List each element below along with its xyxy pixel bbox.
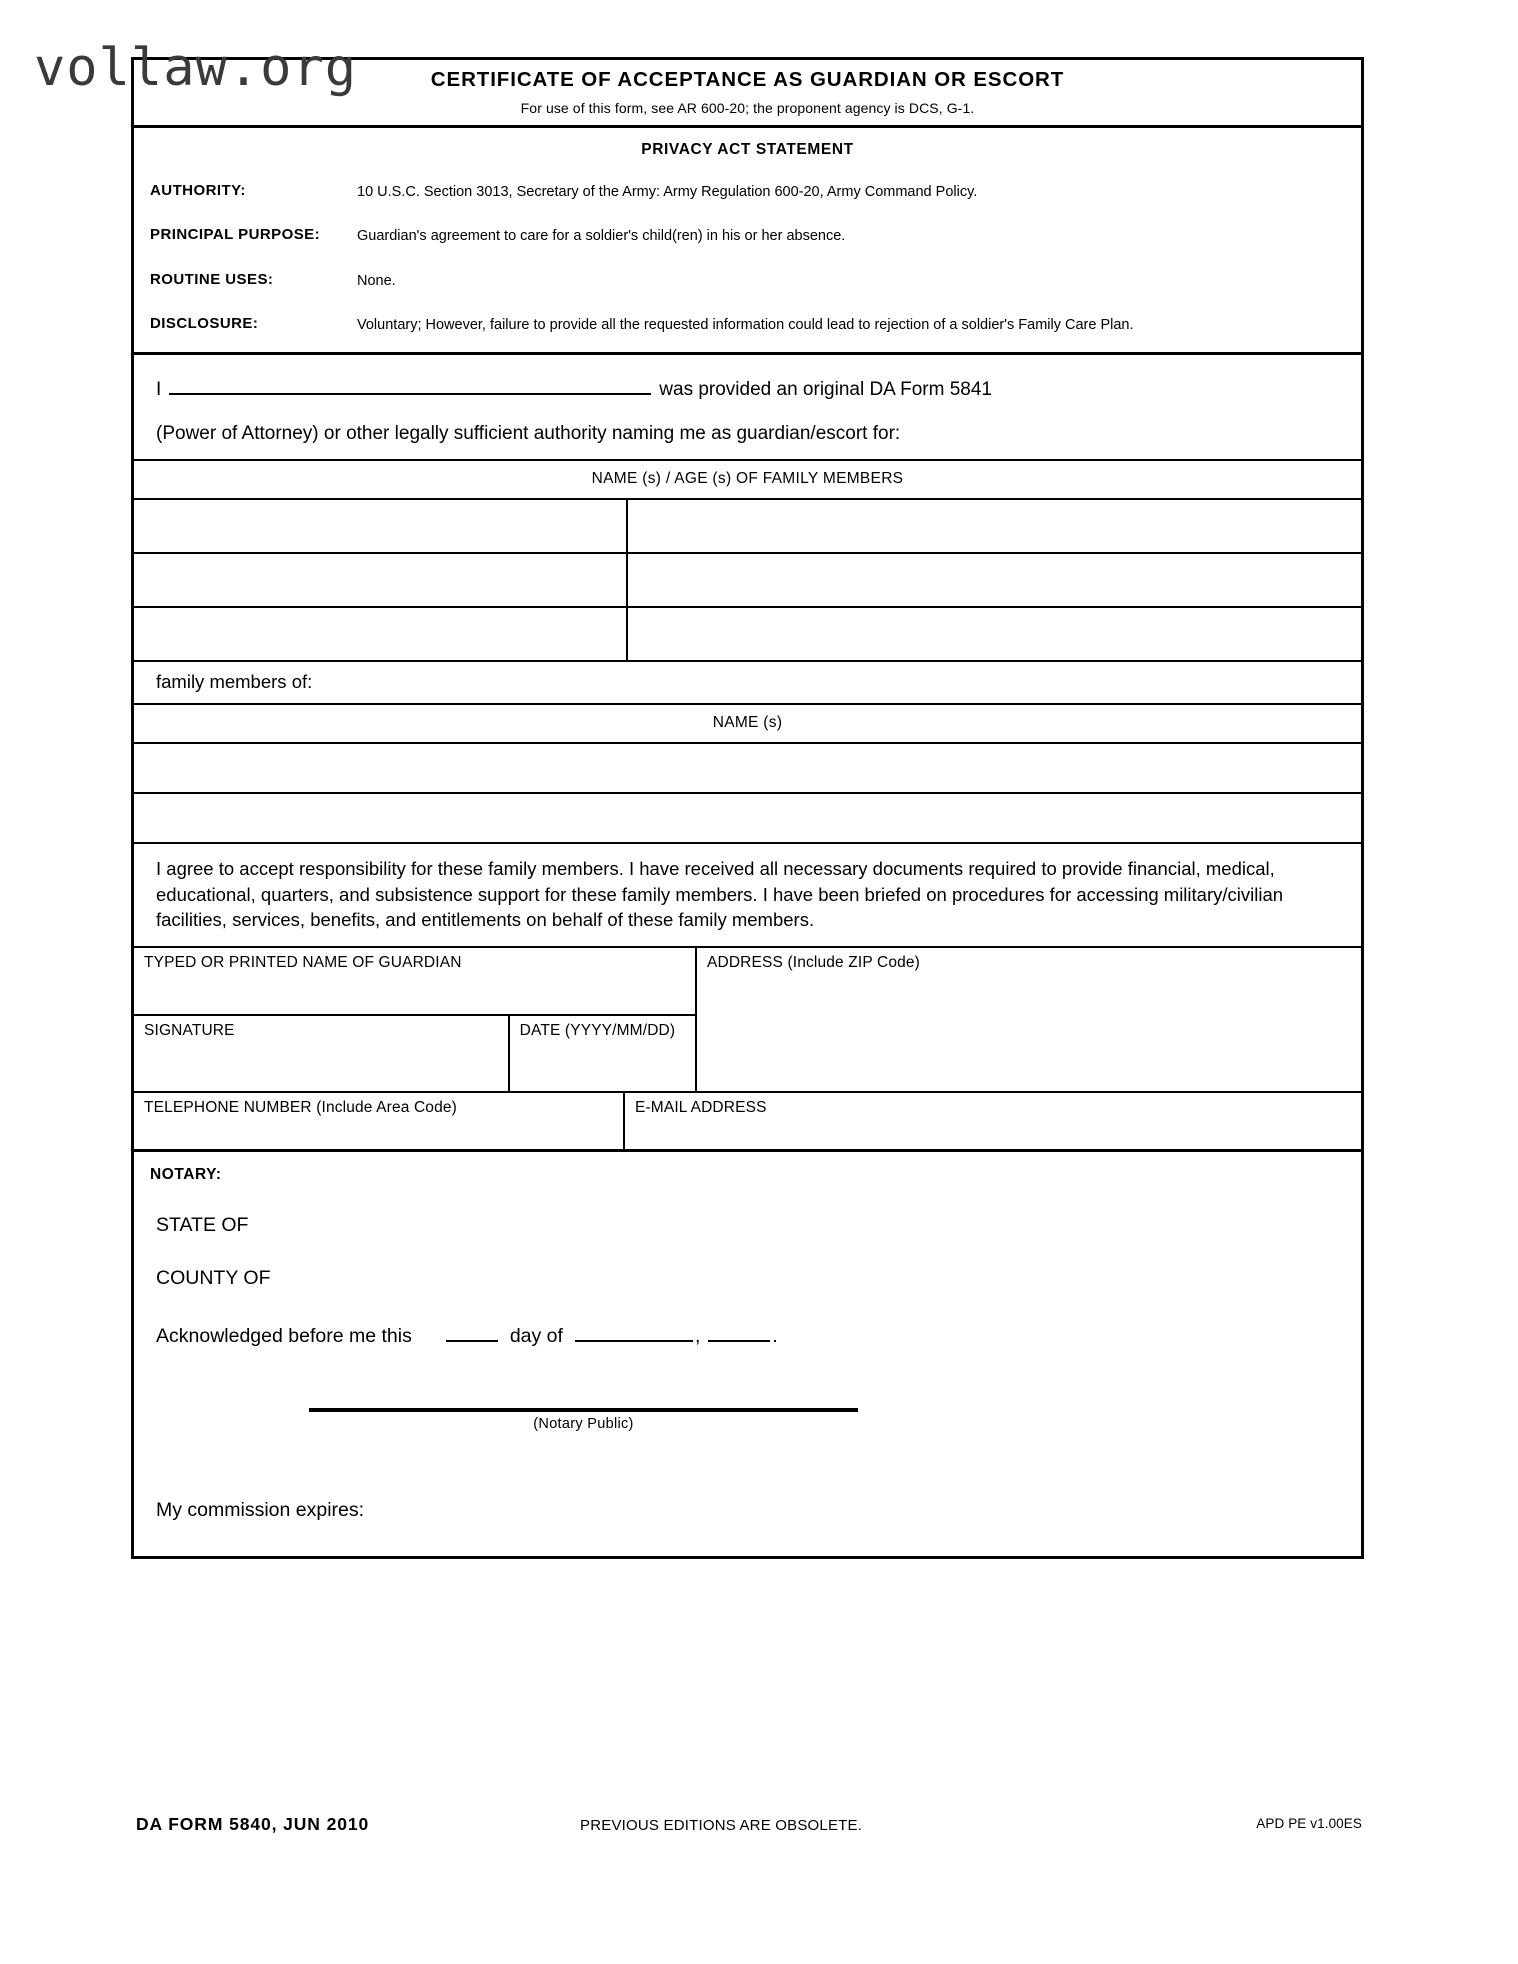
contact-row [134, 1093, 1361, 1152]
signature-label: SIGNATURE [144, 1021, 235, 1039]
statement-line-2: (Power of Attorney) or other legally sufficient authority naming me as guardian/escort for: [156, 423, 901, 445]
family-members-table-header: NAME (s) / AGE (s) OF FAMILY MEMBERS [134, 461, 1361, 500]
guardian-name-blank[interactable] [169, 373, 651, 395]
privacy-row-routine-uses [134, 270, 1361, 292]
notary-signature-caption: (Notary Public) [533, 1415, 634, 1432]
telephone-field[interactable] [134, 1093, 625, 1149]
email-field[interactable] [625, 1093, 1361, 1149]
form-title: CERTIFICATE OF ACCEPTANCE AS GUARDIAN OR ESCORT [430, 68, 1065, 91]
notary-county-line[interactable] [134, 1267, 1361, 1290]
authority-label: AUTHORITY: [150, 181, 246, 199]
family-member-age-cell-1[interactable] [628, 500, 1361, 552]
commission-expires-label: My commission expires: [156, 1498, 365, 1521]
notary-state-line[interactable] [134, 1214, 1361, 1237]
day-of-label: day of [509, 1324, 563, 1347]
guardian-data-section [134, 948, 1361, 1093]
privacy-row-principal-purpose [134, 225, 1361, 247]
vollaw-watermark: vollaw.org [34, 38, 358, 98]
telephone-label: TELEPHONE NUMBER (Include Area Code) [144, 1098, 457, 1116]
table-row [134, 744, 1361, 794]
acknowledged-month-blank[interactable] [575, 1320, 693, 1342]
table-row [134, 500, 1361, 554]
form-footer [131, 1814, 1364, 1848]
date-label: DATE (YYYY/MM/DD) [519, 1021, 676, 1039]
routine-uses-label: ROUTINE USES: [150, 270, 274, 288]
statement-line-1-suffix: was provided an original DA Form 5841 [659, 379, 992, 401]
principal-purpose-value: Guardian's agreement to care for a soldier's child(ren) in his or her absence. [357, 228, 846, 245]
family-member-age-cell-3[interactable] [628, 608, 1361, 660]
acknowledged-day-blank[interactable] [446, 1320, 498, 1342]
privacy-row-authority [134, 181, 1361, 203]
statement-line-1 [134, 373, 1361, 401]
footer-apd-version: APD PE v1.00ES [1256, 1816, 1362, 1831]
county-of-label: COUNTY OF [156, 1266, 271, 1289]
agreement-paragraph: I agree to accept responsibility for these family members. I have received all necessary documents required to provide financial, medical, educational, quarters, and subsistence support for these family members. I have been briefed on procedures for accessing military/civilian facilities, services, benefits, and entitlements on behalf of these family members. [134, 844, 1361, 947]
state-of-label: STATE OF [156, 1213, 249, 1236]
privacy-act-heading: PRIVACY ACT STATEMENT [641, 140, 854, 158]
notary-heading: NOTARY: [150, 1165, 222, 1183]
footer-form-id: DA FORM 5840, JUN 2010 [136, 1814, 370, 1834]
acknowledged-prefix: Acknowledged before me this [156, 1324, 412, 1347]
disclosure-label: DISCLOSURE: [150, 315, 259, 332]
commission-expires-line[interactable] [156, 1499, 364, 1522]
statement-i-label: I [156, 379, 162, 401]
signature-date-row [134, 1016, 695, 1091]
family-member-name-cell-2[interactable] [134, 554, 628, 606]
soldier-name-cell-2[interactable] [134, 794, 1361, 842]
soldier-name-cell-1[interactable] [134, 744, 1361, 792]
guardian-left-column [134, 948, 697, 1091]
principal-purpose-label: PRINCIPAL PURPOSE: [150, 226, 321, 244]
authority-value: 10 U.S.C. Section 3013, Secretary of the Army: Army Regulation 600-20, Army Command Policy. [357, 183, 978, 200]
privacy-row-disclosure [134, 314, 1361, 336]
acknowledged-period: . [772, 1324, 778, 1347]
form-subtitle: For use of this form, see AR 600-20; the proponent agency is DCS, G-1. [520, 99, 975, 116]
privacy-act-section [134, 128, 1361, 356]
routine-uses-value: None. [357, 272, 396, 289]
acknowledgement-line [134, 1320, 1361, 1348]
guardian-name-label: TYPED OR PRINTED NAME OF GUARDIAN [144, 953, 462, 971]
acknowledged-year-blank[interactable] [708, 1320, 770, 1342]
notary-signature-block [309, 1407, 858, 1432]
acknowledged-comma: , [694, 1324, 701, 1347]
guardian-date-field[interactable] [510, 1016, 695, 1091]
guardian-address-field[interactable] [697, 948, 1361, 1091]
family-member-age-cell-2[interactable] [628, 554, 1361, 606]
form-outer-frame [131, 57, 1364, 1559]
guardian-statement-section [134, 355, 1361, 461]
notary-signature-line[interactable] [309, 1407, 858, 1412]
email-label: E-MAIL ADDRESS [635, 1098, 767, 1116]
family-members-of-label: family members of: [134, 662, 1361, 705]
table-row [134, 794, 1361, 844]
guardian-signature-field[interactable] [134, 1016, 510, 1091]
address-label: ADDRESS (Include ZIP Code) [707, 953, 920, 971]
table-row [134, 608, 1361, 662]
form-header [134, 60, 1361, 128]
address-cell [697, 948, 1361, 1091]
family-member-name-cell-3[interactable] [134, 608, 628, 660]
family-member-name-cell-1[interactable] [134, 500, 628, 552]
notary-section [134, 1152, 1361, 1556]
footer-obsolete-note: PREVIOUS EDITIONS ARE OBSOLETE. [580, 1817, 863, 1834]
disclosure-value: Voluntary; However, failure to provide all the requested information could lead to rejection of a soldier's Family Care Plan. [357, 317, 1134, 333]
guardian-name-field[interactable] [134, 948, 695, 1016]
soldier-name-table-header: NAME (s) [134, 705, 1361, 744]
table-row [134, 554, 1361, 608]
